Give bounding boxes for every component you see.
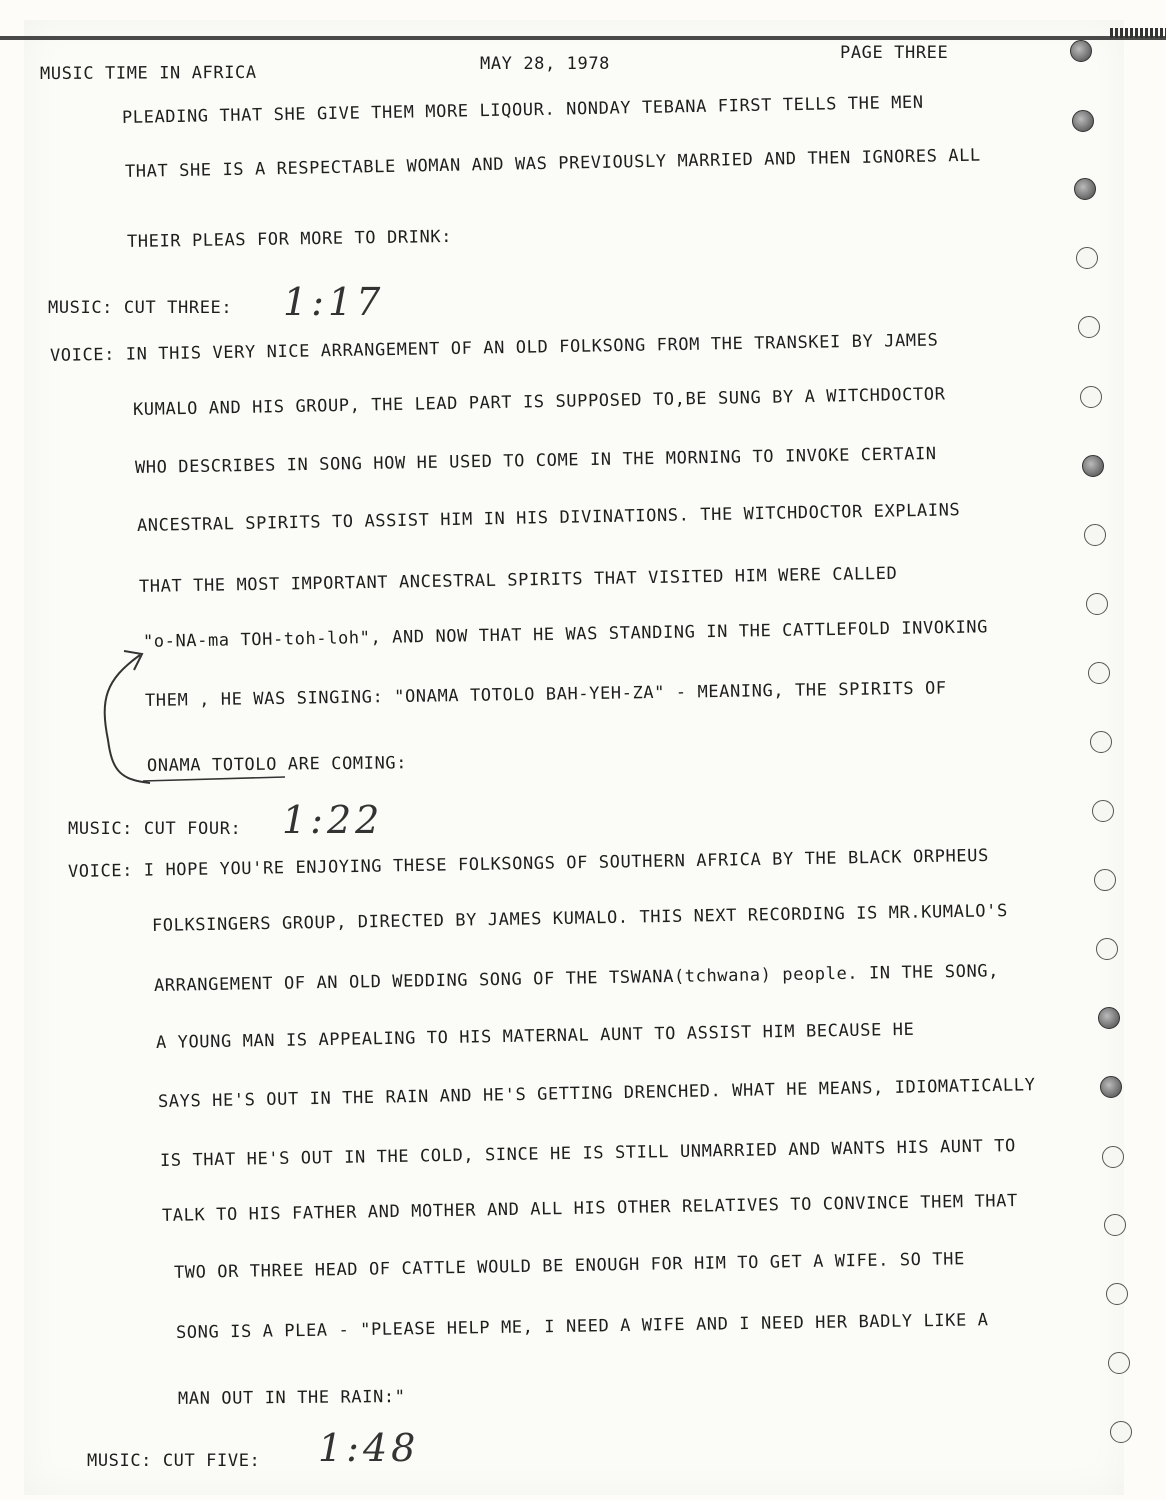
punch-hole <box>1108 1352 1130 1374</box>
text-line: ANCESTRAL SPIRITS TO ASSIST HIM IN HIS DIVINATIONS. THE WITCHDOCTOR EXPLAINS <box>136 500 961 536</box>
text-line: THAT THE MOST IMPORTANT ANCESTRAL SPIRITS THAT VISITED HIM WERE CALLED <box>138 563 898 597</box>
music-cue-five: MUSIC: CUT FIVE: <box>87 1451 261 1471</box>
punch-hole <box>1080 386 1102 408</box>
program-title: MUSIC TIME IN AFRICA <box>39 62 257 84</box>
handwritten-duration-three: 1:17 <box>283 280 385 324</box>
handwritten-duration-four: 1:22 <box>282 798 384 842</box>
voice-paragraph-2-line: VOICE: I HOPE YOU'RE ENJOYING THESE FOLKSONGS OF SOUTHERN AFRICA BY THE BLACK ORPHEUS <box>67 845 990 882</box>
text-line: THEIR PLEAS FOR MORE TO DRINK: <box>126 226 453 252</box>
text-line: ARRANGEMENT OF AN OLD WEDDING SONG OF THE TSWANA(tchwana) people. IN THE SONG, <box>153 961 1000 996</box>
music-cue-three: MUSIC: CUT THREE: <box>48 298 233 318</box>
punch-hole <box>1074 178 1096 200</box>
punch-hole <box>1110 1421 1132 1443</box>
text-line: IS THAT HE'S OUT IN THE COLD, SINCE HE IS STILL UNMARRIED AND WANTS HIS AUNT TO <box>159 1136 1017 1171</box>
text-line: A YOUNG MAN IS APPEALING TO HIS MATERNAL AUNT TO ASSIST HIM BECAUSE HE <box>155 1019 915 1053</box>
punch-hole <box>1102 1146 1124 1168</box>
music-cue-four: MUSIC: CUT FOUR: <box>68 819 242 839</box>
punch-hole <box>1084 524 1106 546</box>
text-line: KUMALO AND HIS GROUP, THE LEAD PART IS SUPPOSED TO,BE SUNG BY A WITCHDOCTOR <box>132 384 946 420</box>
punch-hole <box>1088 662 1110 684</box>
text-line: "o-NA-ma TOH-toh-loh", AND NOW THAT HE WAS STANDING IN THE CATTLEFOLD INVOKING <box>142 617 989 652</box>
text-line: SONG IS A PLEA - "PLEASE HELP ME, I NEED A WIFE AND I NEED HER BADLY LIKE A <box>175 1310 989 1343</box>
punch-hole <box>1090 731 1112 753</box>
text-line: ONAMA TOTOLO ARE COMING: <box>146 753 408 776</box>
punch-hole <box>1070 40 1092 62</box>
punch-hole <box>1104 1214 1126 1236</box>
punch-hole <box>1082 455 1104 477</box>
punch-hole <box>1100 1076 1122 1098</box>
tractor-feed-holes <box>1070 0 1130 1500</box>
punch-hole <box>1086 593 1108 615</box>
punch-hole <box>1078 316 1100 338</box>
text-line: SAYS HE'S OUT IN THE RAIN AND HE'S GETTING DRENCHED. WHAT HE MEANS, IDIOMATICALLY <box>157 1075 1036 1112</box>
punch-hole <box>1096 938 1118 960</box>
text-line: TWO OR THREE HEAD OF CATTLE WOULD BE ENOUGH FOR HIM TO GET A WIFE. SO THE <box>173 1249 966 1283</box>
punch-hole <box>1106 1283 1128 1305</box>
text-line: WHO DESCRIBES IN SONG HOW HE USED TO COME IN THE MORNING TO INVOKE CERTAIN <box>134 444 937 478</box>
page-number: PAGE THREE <box>840 43 949 63</box>
text-line: PLEADING THAT SHE GIVE THEM MORE LIQOUR. NONDAY TEBANA FIRST TELLS THE MEN <box>121 92 924 128</box>
text-line: THEM , HE WAS SINGING: "ONAMA TOTOLO BAH-YEH-ZA" - MEANING, THE SPIRITS OF <box>144 678 947 711</box>
punch-hole <box>1092 800 1114 822</box>
text-line: MAN OUT IN THE RAIN:" <box>177 1387 406 1409</box>
punch-hole <box>1076 247 1098 269</box>
punch-hole <box>1072 110 1094 132</box>
punch-hole <box>1098 1007 1120 1029</box>
text-line: THAT SHE IS A RESPECTABLE WOMAN AND WAS PREVIOUSLY MARRIED AND THEN IGNORES ALL <box>124 145 982 182</box>
handwritten-duration-five: 1:48 <box>318 1426 420 1470</box>
text-line: TALK TO HIS FATHER AND MOTHER AND ALL HIS OTHER RELATIVES TO CONVINCE THEM THAT <box>161 1191 1019 1226</box>
broadcast-date: MAY 28, 1978 <box>480 54 611 74</box>
text-line: FOLKSINGERS GROUP, DIRECTED BY JAMES KUMALO. THIS NEXT RECORDING IS MR.KUMALO'S <box>151 901 1009 936</box>
punch-hole <box>1094 869 1116 891</box>
voice-paragraph-1-line: VOICE: IN THIS VERY NICE ARRANGEMENT OF AN OLD FOLKSONG FROM THE TRANSKEI BY JAMES <box>49 330 939 366</box>
